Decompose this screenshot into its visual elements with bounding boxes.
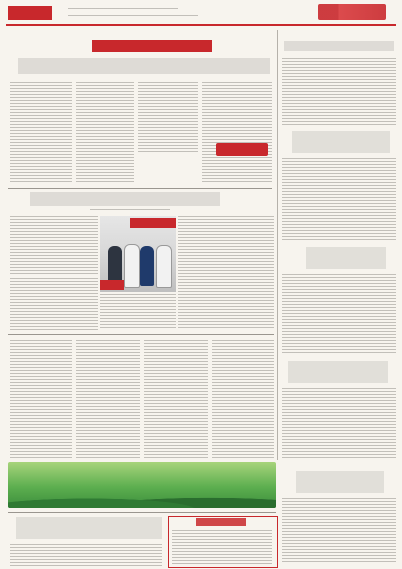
lead-badge bbox=[216, 143, 268, 156]
photo-tag bbox=[100, 280, 124, 290]
newspaper-logo bbox=[318, 4, 386, 20]
right-story1-bar bbox=[284, 41, 394, 51]
lead-body-col2 bbox=[76, 82, 134, 182]
second-headline-bar bbox=[30, 192, 220, 206]
right-story1-body bbox=[282, 58, 396, 126]
photo-caption bbox=[100, 294, 176, 330]
section-tag bbox=[8, 6, 52, 20]
bottom-right-body bbox=[172, 530, 272, 564]
middle-body-col1 bbox=[10, 340, 72, 458]
photo-banner bbox=[130, 218, 176, 228]
civic-banner bbox=[8, 462, 276, 508]
right-story3-bar bbox=[306, 247, 386, 269]
lead-body-col3 bbox=[138, 82, 198, 154]
banner-hills bbox=[8, 490, 276, 508]
person-3 bbox=[140, 246, 154, 286]
right-story4-bar bbox=[288, 361, 388, 383]
lead-body-col4 bbox=[202, 82, 272, 182]
bottom-body-left bbox=[10, 544, 162, 566]
person-4 bbox=[156, 245, 172, 288]
bottom-headline-bar bbox=[16, 517, 162, 539]
second-body-col2 bbox=[10, 278, 98, 330]
bottom-divider bbox=[8, 512, 276, 513]
middle-body-col2 bbox=[76, 340, 140, 458]
middle-divider bbox=[8, 334, 274, 335]
middle-body-col4 bbox=[212, 340, 274, 458]
second-byline bbox=[90, 209, 170, 212]
lead-headline-bar bbox=[18, 58, 270, 74]
lead-kicker-ribbon bbox=[92, 40, 212, 52]
lead-body-col1 bbox=[10, 82, 72, 182]
masthead-rule bbox=[6, 24, 396, 26]
right-story5-bar bbox=[296, 471, 384, 493]
right-story2-body bbox=[282, 158, 396, 240]
bottom-right-box-title-bar bbox=[196, 518, 246, 526]
right-story3-body bbox=[282, 274, 396, 354]
right-story2-bar bbox=[292, 131, 390, 153]
right-story4-body bbox=[282, 388, 396, 458]
second-body-col3 bbox=[178, 216, 274, 328]
masthead-meta-line-2 bbox=[68, 15, 198, 18]
masthead-meta-line bbox=[68, 8, 178, 11]
middle-body-col3 bbox=[144, 340, 208, 458]
students-photo bbox=[100, 216, 176, 292]
right-story5-body bbox=[282, 498, 396, 562]
right-column-divider bbox=[277, 30, 278, 460]
person-2 bbox=[124, 244, 140, 288]
masthead bbox=[0, 0, 402, 34]
lead-divider bbox=[8, 188, 272, 189]
second-body-col1 bbox=[10, 216, 98, 274]
